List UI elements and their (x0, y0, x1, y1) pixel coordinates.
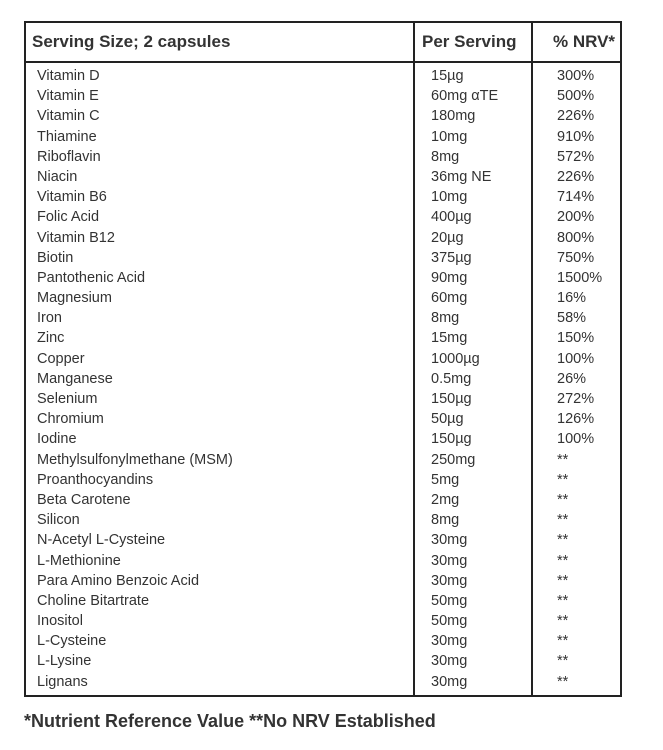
per-serving-amount: 8mg (431, 148, 460, 165)
table-row (26, 86, 620, 106)
nutrient-name: Lignans (37, 673, 88, 690)
nutrient-name: Proanthocyandins (37, 471, 154, 488)
nutrient-name: Manganese (37, 370, 113, 387)
nutrient-name: Zinc (37, 330, 65, 347)
nrv-value: 272% (557, 391, 595, 407)
per-serving-amount: 30mg (431, 572, 468, 589)
nrv-value: 750% (557, 249, 595, 266)
per-serving-amount: 10mg (431, 189, 468, 206)
nutrient-name: Inositol (37, 613, 83, 630)
nrv-value: 226% (557, 108, 595, 125)
table-row (26, 167, 620, 187)
nutrient-name: Vitamin D (37, 68, 100, 84)
nutrient-name: Magnesium (37, 290, 112, 307)
per-serving-amount: 50mg (431, 592, 468, 609)
nutrient-name: Iron (37, 310, 62, 327)
nrv-value: 300% (557, 68, 595, 84)
table-row (26, 268, 620, 288)
nutrient-name: Para Amino Benzoic Acid (37, 572, 200, 589)
nutrient-name: Methylsulfonylmethane (MSM) (37, 451, 233, 468)
table-row (26, 470, 620, 490)
nrv-value: ** (557, 512, 569, 529)
nutrient-name: Beta Carotene (37, 491, 131, 508)
per-serving-amount: 30mg (431, 532, 468, 549)
nrv-value: ** (557, 613, 569, 630)
table-row (26, 127, 620, 147)
per-serving-amount: 36mg NE (431, 168, 492, 185)
nrv-value: ** (557, 592, 569, 609)
table-row (26, 147, 620, 167)
nutrient-name: L-Lysine (37, 653, 92, 670)
nrv-value: 910% (557, 128, 595, 145)
table-row (26, 207, 620, 227)
nutrient-name: Choline Bitartrate (37, 592, 150, 609)
nutrient-name: L-Methionine (37, 552, 121, 569)
nrv-value: ** (557, 491, 569, 508)
table-row (26, 591, 620, 611)
nrv-value: ** (557, 633, 569, 650)
footnote: *Nutrient Reference Value **No NRV Established (24, 711, 436, 731)
table-row (26, 369, 620, 389)
nrv-value: ** (557, 653, 569, 670)
per-serving-amount: 30mg (431, 673, 468, 690)
nutrient-name: Chromium (37, 411, 104, 428)
nutrient-name: Silicon (37, 512, 80, 529)
per-serving-amount: 375µg (431, 249, 472, 266)
nrv-value: 100% (557, 431, 595, 448)
table-row (26, 248, 620, 268)
table-row (26, 66, 620, 86)
nrv-value: ** (557, 532, 569, 549)
nrv-value: ** (557, 471, 569, 488)
nrv-value: 500% (557, 88, 595, 105)
nrv-value: ** (557, 572, 569, 589)
nutrient-name: Vitamin C (37, 108, 100, 125)
nrv-value: 226% (557, 168, 595, 185)
per-serving-amount: 60mg (431, 290, 468, 307)
nutrition-table (24, 21, 622, 697)
per-serving-amount: 20µg (431, 229, 464, 246)
nrv-value: ** (557, 673, 569, 690)
table-row (26, 106, 620, 126)
header-serving-size: Serving Size; 2 capsules (32, 32, 231, 51)
table-row (26, 389, 620, 409)
per-serving-amount: 1000µg (431, 350, 480, 367)
nrv-value: 572% (557, 148, 595, 165)
per-serving-amount: 2mg (431, 491, 460, 508)
per-serving-amount: 5mg (431, 471, 460, 488)
nutrient-name: Iodine (37, 431, 77, 448)
nrv-value: 58% (557, 310, 587, 327)
nutrient-name: N-Acetyl L-Cysteine (37, 532, 166, 549)
table-row (26, 651, 620, 671)
nrv-value: ** (557, 451, 569, 468)
per-serving-amount: 150µg (431, 391, 472, 407)
nrv-value: 16% (557, 290, 587, 307)
nutrient-name: Niacin (37, 168, 78, 185)
nutrient-name: Copper (37, 350, 85, 367)
table-row (26, 349, 620, 369)
nrv-value: 200% (557, 209, 595, 226)
nrv-value: 100% (557, 350, 595, 367)
per-serving-amount: 30mg (431, 633, 468, 650)
per-serving-amount: 50mg (431, 613, 468, 630)
nutrient-name: Selenium (37, 391, 98, 407)
table-row (26, 328, 620, 348)
table-body (26, 66, 620, 692)
per-serving-amount: 0.5mg (431, 370, 472, 387)
table-row (26, 450, 620, 470)
nrv-value: 150% (557, 330, 595, 347)
nrv-value: 1500% (557, 269, 603, 286)
table-row (26, 631, 620, 651)
nutrient-name: Vitamin B6 (37, 189, 107, 206)
per-serving-amount: 90mg (431, 269, 468, 286)
nrv-value: 126% (557, 411, 595, 428)
nrv-value: ** (557, 552, 569, 569)
per-serving-amount: 10mg (431, 128, 468, 145)
per-serving-amount: 180mg (431, 108, 476, 125)
table-row (26, 510, 620, 530)
table-row (26, 187, 620, 207)
nrv-value: 26% (557, 370, 587, 387)
per-serving-amount: 150µg (431, 431, 472, 448)
nrv-value: 800% (557, 229, 595, 246)
nutrient-name: Vitamin E (37, 88, 99, 105)
per-serving-amount: 50µg (431, 411, 464, 428)
nutrient-name: Vitamin B12 (37, 229, 115, 246)
per-serving-amount: 60mg αTE (431, 88, 499, 105)
per-serving-amount: 30mg (431, 552, 468, 569)
header-divider (26, 61, 620, 63)
nutrient-name: Riboflavin (37, 148, 101, 165)
table-row (26, 571, 620, 591)
nutrient-name: Pantothenic Acid (37, 269, 146, 286)
table-row (26, 490, 620, 510)
nrv-value: 714% (557, 189, 595, 206)
nutrient-name: Folic Acid (37, 209, 100, 226)
table-row (26, 672, 620, 692)
table-row (26, 228, 620, 248)
per-serving-amount: 8mg (431, 512, 460, 529)
per-serving-amount: 30mg (431, 653, 468, 670)
table-row (26, 551, 620, 571)
table-row (26, 611, 620, 631)
per-serving-amount: 250mg (431, 451, 476, 468)
nutrient-name: Thiamine (37, 128, 97, 145)
per-serving-amount: 15µg (431, 68, 464, 84)
table-row (26, 530, 620, 550)
per-serving-amount: 8mg (431, 310, 460, 327)
nutrient-name: L-Cysteine (37, 633, 107, 650)
nutrient-name: Biotin (37, 249, 74, 266)
table-row (26, 409, 620, 429)
header-per-serving: Per Serving (422, 32, 517, 51)
table-row (26, 429, 620, 449)
table-row (26, 308, 620, 328)
header-nrv: % NRV* (553, 32, 616, 51)
per-serving-amount: 15mg (431, 330, 468, 347)
table-row (26, 288, 620, 308)
per-serving-amount: 400µg (431, 209, 472, 226)
